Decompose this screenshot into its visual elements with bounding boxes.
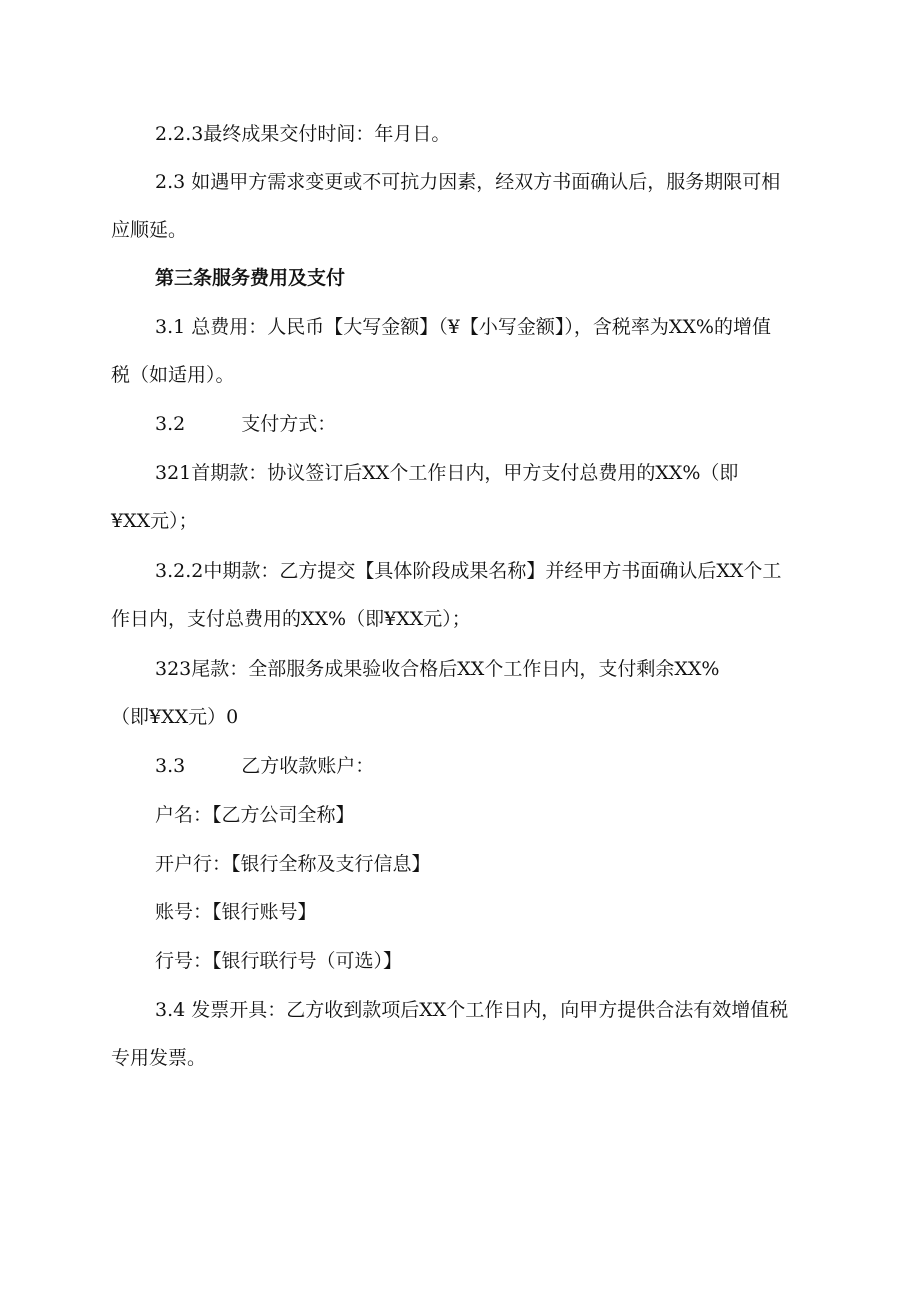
clause-2-3-line1: 2.3 如遇甲方需求变更或不可抗力因素，经双方书面确认后，服务期限可相 (155, 171, 781, 193)
clause-3-1-line2: 税（如适用）。 (111, 364, 235, 386)
clause-3-4-line2: 专用发票。 (111, 1047, 207, 1069)
clause-3-4-line1: 3.4 发票开具：乙方收到款项后XX个工作日内，向甲方提供合法有效增值税 (155, 999, 789, 1021)
clause-3-2-2-line1: 3.2.2中期款：乙方提交【具体阶段成果名称】并经甲方书面确认后XX个工 (155, 560, 782, 582)
account-number: 账号：【银行账号】 (155, 901, 317, 923)
clause-3-2-1-line1: 321首期款：协议签订后XX个工作日内，甲方支付总费用的XX%（即 (155, 462, 739, 484)
clause-3-3-title: 乙方收款账户： (241, 755, 375, 777)
article-3-heading: 第三条服务费用及支付 (155, 267, 346, 289)
clause-3-2-3-line1: 323尾款：全部服务成果验收合格后XX个工作日内，支付剩余XX% (155, 658, 720, 680)
clause-3-2-2-line2: 作日内，支付总费用的XX%（即¥XX元）； (111, 608, 471, 630)
clause-2-2-3: 2.2.3最终成果交付时间：年月日。 (155, 123, 451, 145)
clause-3-2-3-line2: （即¥XX元）0 (111, 706, 239, 728)
clause-3-2-1-line2: ¥XX元）； (111, 510, 198, 532)
clause-3-3 (155, 754, 374, 778)
clause-3-2 (155, 412, 336, 436)
clause-2-3-line2: 应顺延。 (111, 219, 188, 241)
account-bank: 开户行：【银行全称及支行信息】 (155, 853, 431, 875)
clause-3-1-line1: 3.1 总费用：人民币【大写金额】（¥【小写金额】），含税率为XX%的增值 (155, 316, 771, 338)
clause-3-3-number: 3.3 (155, 755, 186, 777)
clause-3-2-title: 支付方式： (241, 413, 337, 435)
clause-3-2-number: 3.2 (155, 413, 186, 435)
account-name: 户名：【乙方公司全称】 (155, 804, 355, 826)
account-bank-code: 行号：【银行联行号（可选）】 (155, 950, 403, 972)
